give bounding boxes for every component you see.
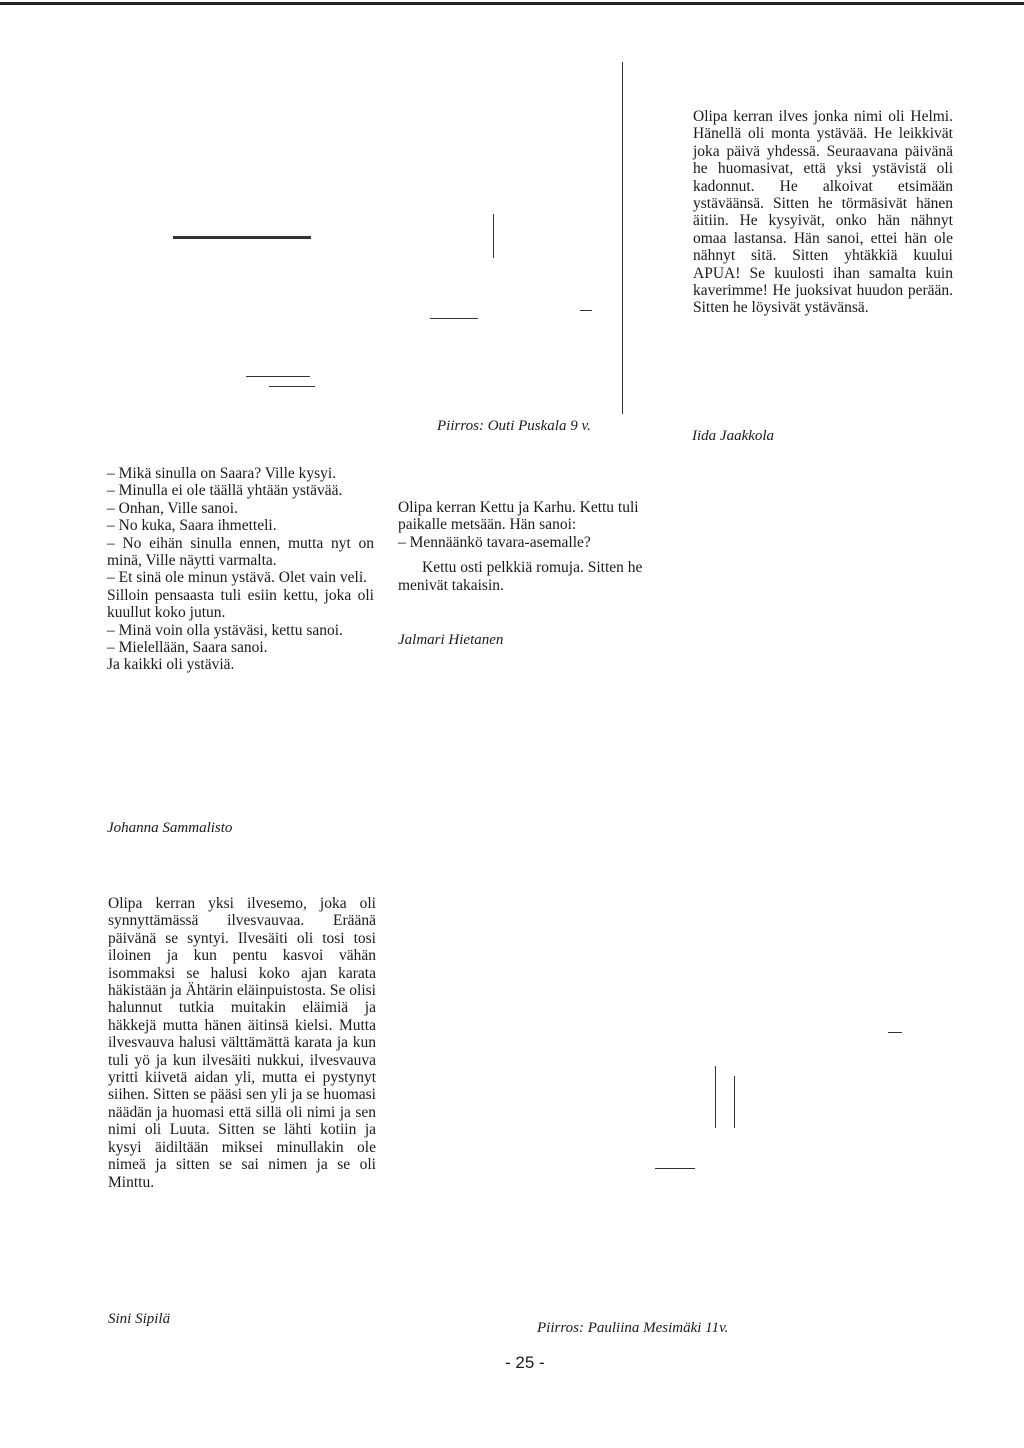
page-top-rule	[0, 2, 1024, 5]
story-line: – Mikä sinulla on Saara? Ville kysyi.	[107, 465, 337, 482]
story-ilves-text: Olipa kerran ilves jonka nimi oli Helmi. Hänellä oli monta ystävää. He leikkivät joka päivä yhdessä. Seuraavana päivänä he huomasivat, että yksi ystävistä oli kadonnut. He alkoivat etsimään ystäväänsä. Sitten he törmäsivät hänen äitiin. He kysyivät, onko hän nähnyt omaa lastansa. Hän sanoi, ettei hän ole nähnyt sitä. Sitten yhtäkkiä kuului APUA! Se kuulosti ihan samalta kuin kaverimme! He juoksivat huudon perään. Sitten he löysivät ystävänsä.	[693, 108, 953, 317]
story-kettu-para2: Kettu osti pelkkiä romuja. Sitten he menivät takaisin.	[398, 559, 643, 594]
story-saara	[107, 465, 374, 674]
story-line: – Minulla ei ole täällä yhtään ystävää.	[107, 482, 343, 500]
page-number: - 25 -	[505, 1353, 545, 1372]
story-line: – Mennäänkö tavara-asemalle?	[398, 533, 591, 551]
drawing-caption-bottom: Piirros: Pauliina Mesimäki 11v.	[537, 1320, 729, 1336]
story-line: Olipa kerran Kettu ja Karhu. Kettu tuli paikalle metsään. Hän sanoi:	[398, 499, 639, 534]
story-line: Ja kaikki oli ystäviä.	[107, 656, 235, 674]
story-kettu	[398, 499, 678, 594]
author-jalmari: Jalmari Hietanen	[398, 632, 504, 648]
drawing-caption-top: Piirros: Outi Puskala 9 v.	[437, 418, 591, 434]
story-line: – Et sinä ole minun ystävä. Olet vain veli.	[107, 569, 368, 587]
story-minttu	[108, 895, 376, 1191]
author-iida: Iida Jaakkola	[692, 428, 775, 444]
story-line: – No eihän sinulla ennen, mutta nyt on minä, Ville näytti varmalta.	[107, 534, 374, 570]
story-minttu-text: Olipa kerran yksi ilvesemo, joka oli synnyttämässä ilvesvauvaa. Eräänä päivänä se syntyi. Ilvesäiti oli tosi tosi iloinen ja kun pentu kasvoi vähän isommaksi se halusi koko ajan karata häkistään ja Ähtärin eläinpuistosta. Se olisi halunnut tutkia muitakin eläimiä ja häkkejä mutta hänen äitinsä kielsi. Mutta ilvesvauva halusi välttämättä karata ja kun tuli yö ja kun ilvesäiti nukkui, ilvesvauva yritti kiivetä aidan yli, mutta ei pystynyt siihen. Sitten se pääsi sen yli ja se huomasi näädän ja huomasi että sillä oli nimi ja sen nimi oli Luuta. Sitten se lähti kotiin ja kysyi äidiltään miksei minullakin ole nimeä ja sitten se sai nimen ja se oli Minttu.	[108, 895, 376, 1191]
story-ilves	[693, 108, 953, 317]
author-sini: Sini Sipilä	[108, 1311, 171, 1327]
author-johanna: Johanna Sammalisto	[107, 820, 233, 836]
story-line: – Mielellään, Saara sanoi.	[107, 639, 268, 657]
story-line: – Onhan, Ville sanoi.	[107, 499, 238, 517]
story-line: – Minä voin olla ystäväsi, kettu sanoi.	[107, 621, 343, 639]
story-line: – No kuka, Saara ihmetteli.	[107, 517, 277, 535]
story-line: Silloin pensaasta tuli esiin kettu, joka oli kuullut koko jutun.	[107, 586, 374, 622]
